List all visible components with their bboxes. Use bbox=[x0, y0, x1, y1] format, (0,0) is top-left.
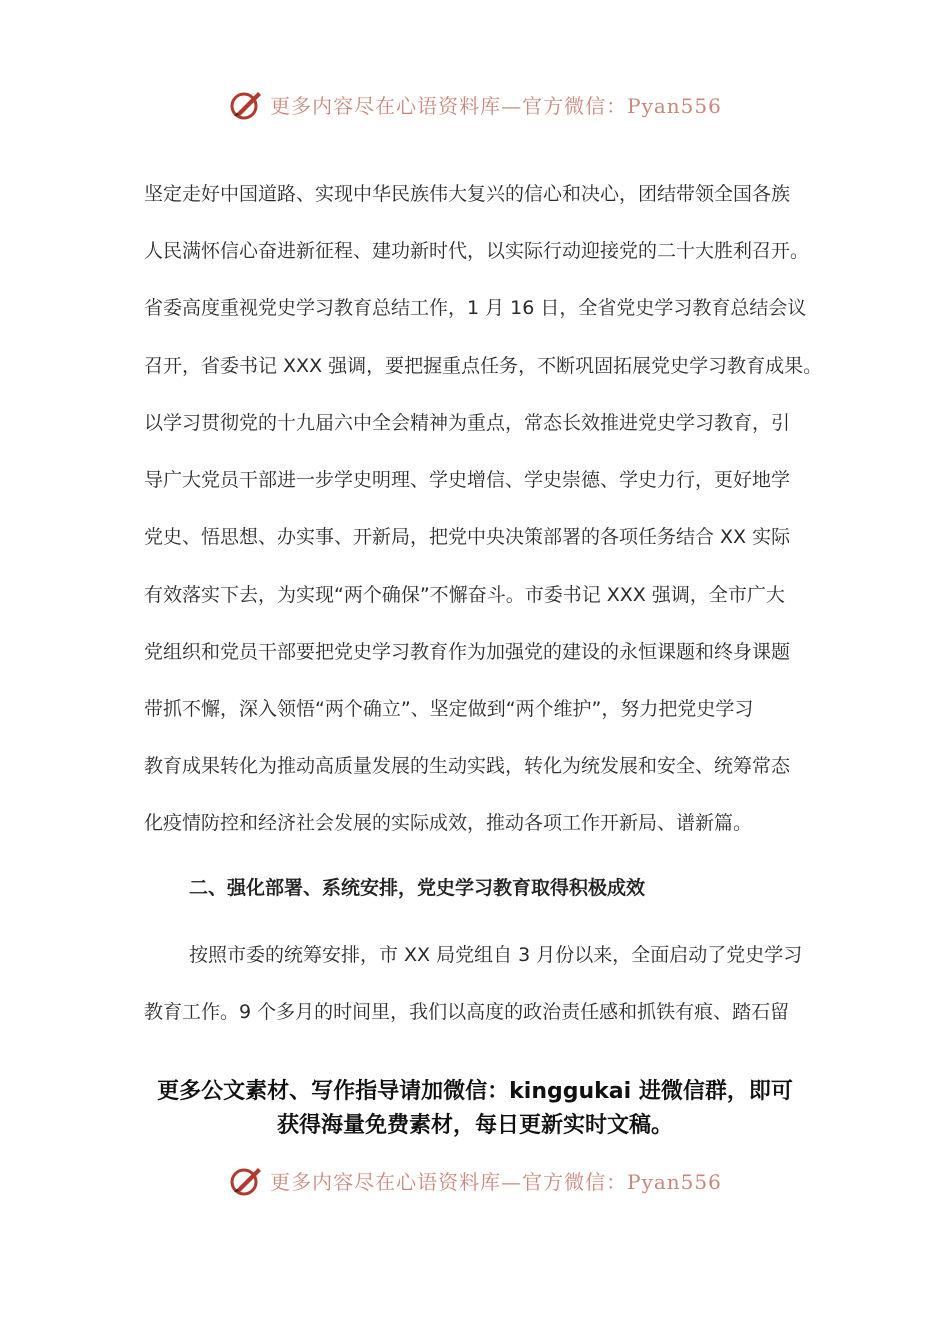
body-line-4: 召开，省委书记 XXX 强调，要把握重点任务，不断巩固拓展党史学习教育成果。 bbox=[144, 355, 823, 377]
body-line-6: 导广大党员干部进一步学史明理、学史增信、学史崇德、学史力行，更好地学 bbox=[144, 469, 791, 491]
body-line-1: 坚定走好中国道路、实现中华民族伟大复兴的信心和决心，团结带领全国各族 bbox=[144, 183, 791, 205]
watermark-text: 更多内容尽在心语资料库—官方微信：Pyan556 bbox=[270, 1169, 722, 1194]
body-line-2: 人民满怀信心奋进新征程、建功新时代，以实际行动迎接党的二十大胜利召开。 bbox=[144, 240, 810, 262]
section-paragraph-line-1: 按照市委的统筹安排，市 XX 局党组自 3 月份以来，全面启动了党史学习 bbox=[189, 944, 803, 966]
watermark-header bbox=[0, 80, 950, 128]
body-line-5: 以学习贯彻党的十九届六中全会精神为重点，常态长效推进党史学习教育，引 bbox=[144, 412, 791, 434]
body-line-7: 党史、悟思想、办实事、开新局，把党中央决策部署的各项任务结合 XX 实际 bbox=[144, 526, 791, 548]
body-line-11: 教育成果转化为推动高质量发展的生动实践，转化为统发展和安全、统筹常态 bbox=[144, 755, 791, 777]
section-paragraph-line-2: 教育工作。9 个多月的时间里，我们以高度的政治责任感和抓铁有痕、踏石留 bbox=[144, 1001, 790, 1023]
promo-line-1: 更多公文素材、写作指导请加微信：kinggukai 进微信群，即可 bbox=[157, 1079, 793, 1104]
section-heading: 二、强化部署、系统安排，党史学习教育取得积极成效 bbox=[189, 877, 646, 899]
pen-logo-icon bbox=[228, 86, 264, 122]
body-line-10: 带抓不懈，深入领悟“两个确立”、坚定做到“两个维护”，努力把党史学习 bbox=[144, 698, 754, 720]
body-line-8: 有效落实下去，为实现“两个确保”不懈奋斗。市委书记 XXX 强调，全市广大 bbox=[144, 584, 785, 606]
watermark-footer bbox=[0, 1156, 950, 1204]
body-line-3: 省委高度重视党史学习教育总结工作，1 月 16 日，全省党史学习教育总结会议 bbox=[144, 297, 807, 319]
watermark-text: 更多内容尽在心语资料库—官方微信：Pyan556 bbox=[270, 93, 722, 118]
body-line-12: 化疫情防控和经济社会发展的实际成效，推动各项工作开新局、谱新篇。 bbox=[144, 812, 753, 834]
pen-logo-icon bbox=[228, 1162, 264, 1198]
promo-line-2: 获得海量免费素材，每日更新实时文稿。 bbox=[276, 1113, 673, 1138]
body-line-9: 党组织和党员干部要把党史学习教育作为加强党的建设的永恒课题和终身课题 bbox=[144, 641, 791, 663]
